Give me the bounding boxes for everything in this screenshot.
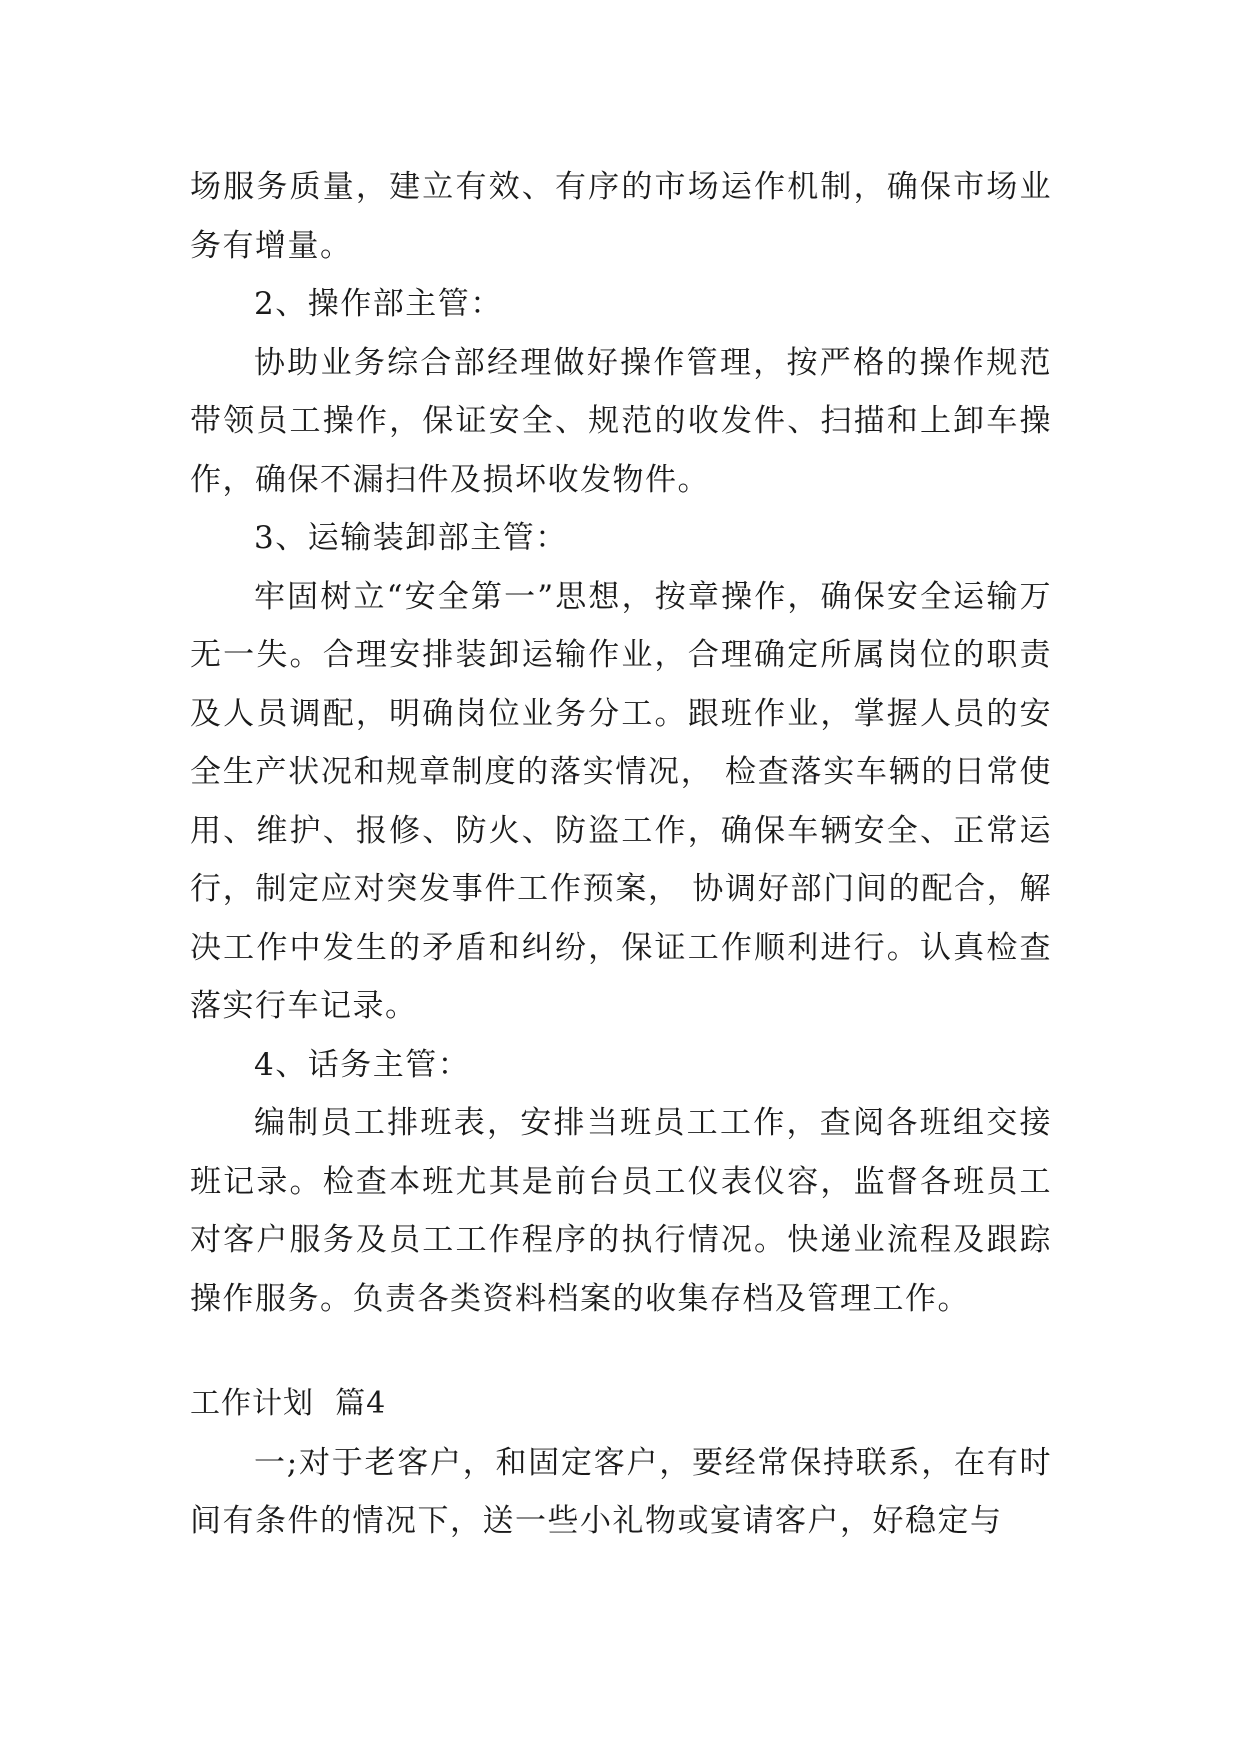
paragraph-old-customers: 一;对于老客户，和固定客户，要经常保持联系，在有时间有条件的情况下，送一些小礼物或宴请客户，好稳定与 [190, 1444, 1052, 1539]
section-title: 工作计划 篇4 [190, 1386, 387, 1421]
document-body [190, 158, 1052, 1551]
paragraph-operations-duties: 协助业务综合部经理做好操作管理，按严格的操作规范带领员工操作，保证安全、规范的收发件、扫描和上卸车操作，确保不漏扫件及损坏收发物件。 [190, 344, 1052, 498]
paragraph-transport-duties: 牢固树立“安全第一”思想，按章操作，确保安全运输万无一失。合理安排装卸运输作业，合理确定所属岗位的职责及人员调配，明确岗位业务分工。跟班作业，掌握人员的安全生产状况和规章制度的落实情况， 检查落实车辆的日常使用、维护、报修、防火、防盗工作，确保车辆安全、正常运行，制定应对突发事件工作预案， 协调好部门间的配合，解决工作中发生的矛盾和纠纷，保证工作顺利进行。认真检查落实行车记录。 [190, 578, 1052, 1024]
section-spacer [190, 1328, 1052, 1375]
heading-phone-supervisor: 4、话务主管： [254, 1046, 471, 1083]
heading-operations-supervisor: 2、操作部主管： [254, 286, 503, 322]
heading-transport-supervisor: 3、运输装卸部主管： [254, 520, 568, 556]
paragraph-market-continuation: 场服务质量，建立有效、有序的市场运作机制，确保市场业务有增量。 [190, 169, 1052, 264]
paragraph-phone-duties: 编制员工排班表，安排当班员工工作，查阅各班组交接班记录。检查本班尤其是前台员工仪表仪容，监督各班员工对客户服务及员工工作程序的执行情况。快递业流程及跟踪操作服务。负责各类资料档案的收集存档及管理工作。 [190, 1105, 1052, 1317]
